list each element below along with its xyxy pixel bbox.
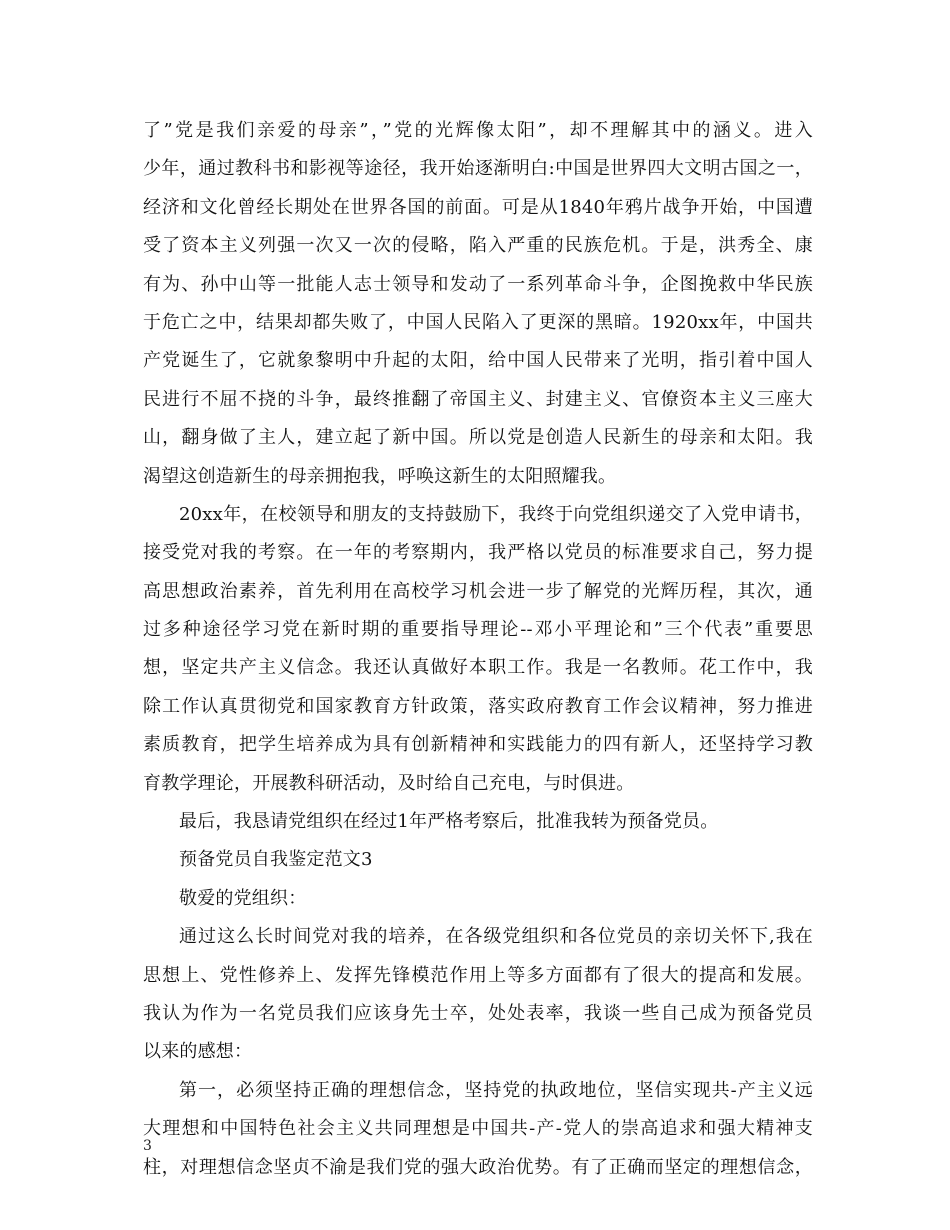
text-line: 接受党对我的考察。在一年的考察期内，我严格以党员的标准要求自己，努力提 — [143, 542, 813, 564]
text-line: 我认为作为一名党员我们应该身先士卒，处处表率，我谈一些自己成为预备党员 — [143, 1002, 813, 1024]
text-line: 于危亡之中，结果却都失败了，中国人民陷入了更深的黑暗。1920xx年，中国共 — [143, 311, 813, 333]
text-line: 民进行不屈不挠的斗争，最终推翻了帝国主义、封建主义、官僚资本主义三座大 — [143, 388, 813, 410]
text-line: 过多种途径学习党在新时期的重要指导理论--邓小平理论和”三个代表”重要思 — [143, 619, 813, 641]
text-line: 育教学理论，开展教科研活动，及时给自己充电，与时俱进。 — [143, 772, 635, 794]
body-text — [143, 112, 813, 1187]
text-line: 想，坚定共产主义信念。我还认真做好本职工作。我是一名教师。花工作中，我 — [143, 657, 813, 679]
text-line: 预备党员自我鉴定范文3 — [179, 849, 373, 871]
text-line: 了”党是我们亲爱的母亲”，”党的光辉像太阳”，却不理解其中的涵义。进入 — [143, 120, 813, 141]
text-line: 山，翻身做了主人，建立起了新中国。所以党是创造人民新生的母亲和太阳。我 — [143, 427, 813, 449]
text-line: 敬爱的党组织： — [179, 887, 307, 909]
text-line: 有为、孙中山等一批能人志士领导和发动了一系列革命斗争，企图挽救中华民族 — [143, 273, 813, 295]
page-number: 3 — [143, 1138, 152, 1154]
text-line: 大理想和中国特色社会主义共同理想是中国共-产-党人的崇高追求和强大精神支 — [143, 1118, 813, 1140]
text-line: 除工作认真贯彻党和国家教育方针政策，落实政府教育工作会议精神，努力推进 — [143, 695, 813, 717]
text-line: 产党诞生了，它就象黎明中升起的太阳，给中国人民带来了光明，指引着中国人 — [143, 350, 813, 372]
text-line: 最后，我恳请党组织在经过1年严格考察后，批准我转为预备党员。 — [179, 811, 719, 833]
text-line: 经济和文化曾经长期处在世界各国的前面。可是从1840年鸦片战争开始，中国遭 — [143, 196, 813, 218]
text-line: 渴望这创造新生的母亲拥抱我，呼唤这新生的太阳照耀我。 — [143, 465, 617, 487]
text-line: 通过这么长时间党对我的培养，在各级党组织和各位党员的亲切关怀下,我在 — [179, 926, 813, 948]
text-line: 素质教育，把学生培养成为具有创新精神和实践能力的四有新人，还坚持学习教 — [143, 734, 813, 756]
text-line: 柱，对理想信念坚贞不渝是我们党的强大政治优势。有了正确而坚定的理想信念， — [143, 1156, 813, 1178]
text-line: 受了资本主义列强一次又一次的侵略，陷入严重的民族危机。于是，洪秀全、康 — [143, 235, 813, 257]
text-line: 20xx年，在校领导和朋友的支持鼓励下，我终于向党组织递交了入党申请书， — [179, 503, 813, 525]
text-line: 少年，通过教科书和影视等途径，我开始逐渐明白:中国是世界四大文明古国之一， — [143, 158, 813, 180]
text-line: 高思想政治素养，首先利用在高校学习机会进一步了解党的光辉历程，其次，通 — [143, 580, 813, 602]
text-line: 第一，必须坚持正确的理想信念，坚持党的执政地位，坚信实现共-产主义远 — [179, 1079, 813, 1101]
text-line: 以来的感想： — [143, 1041, 253, 1063]
text-line: 思想上、党性修养上、发挥先锋模范作用上等多方面都有了很大的提高和发展。 — [143, 964, 813, 986]
